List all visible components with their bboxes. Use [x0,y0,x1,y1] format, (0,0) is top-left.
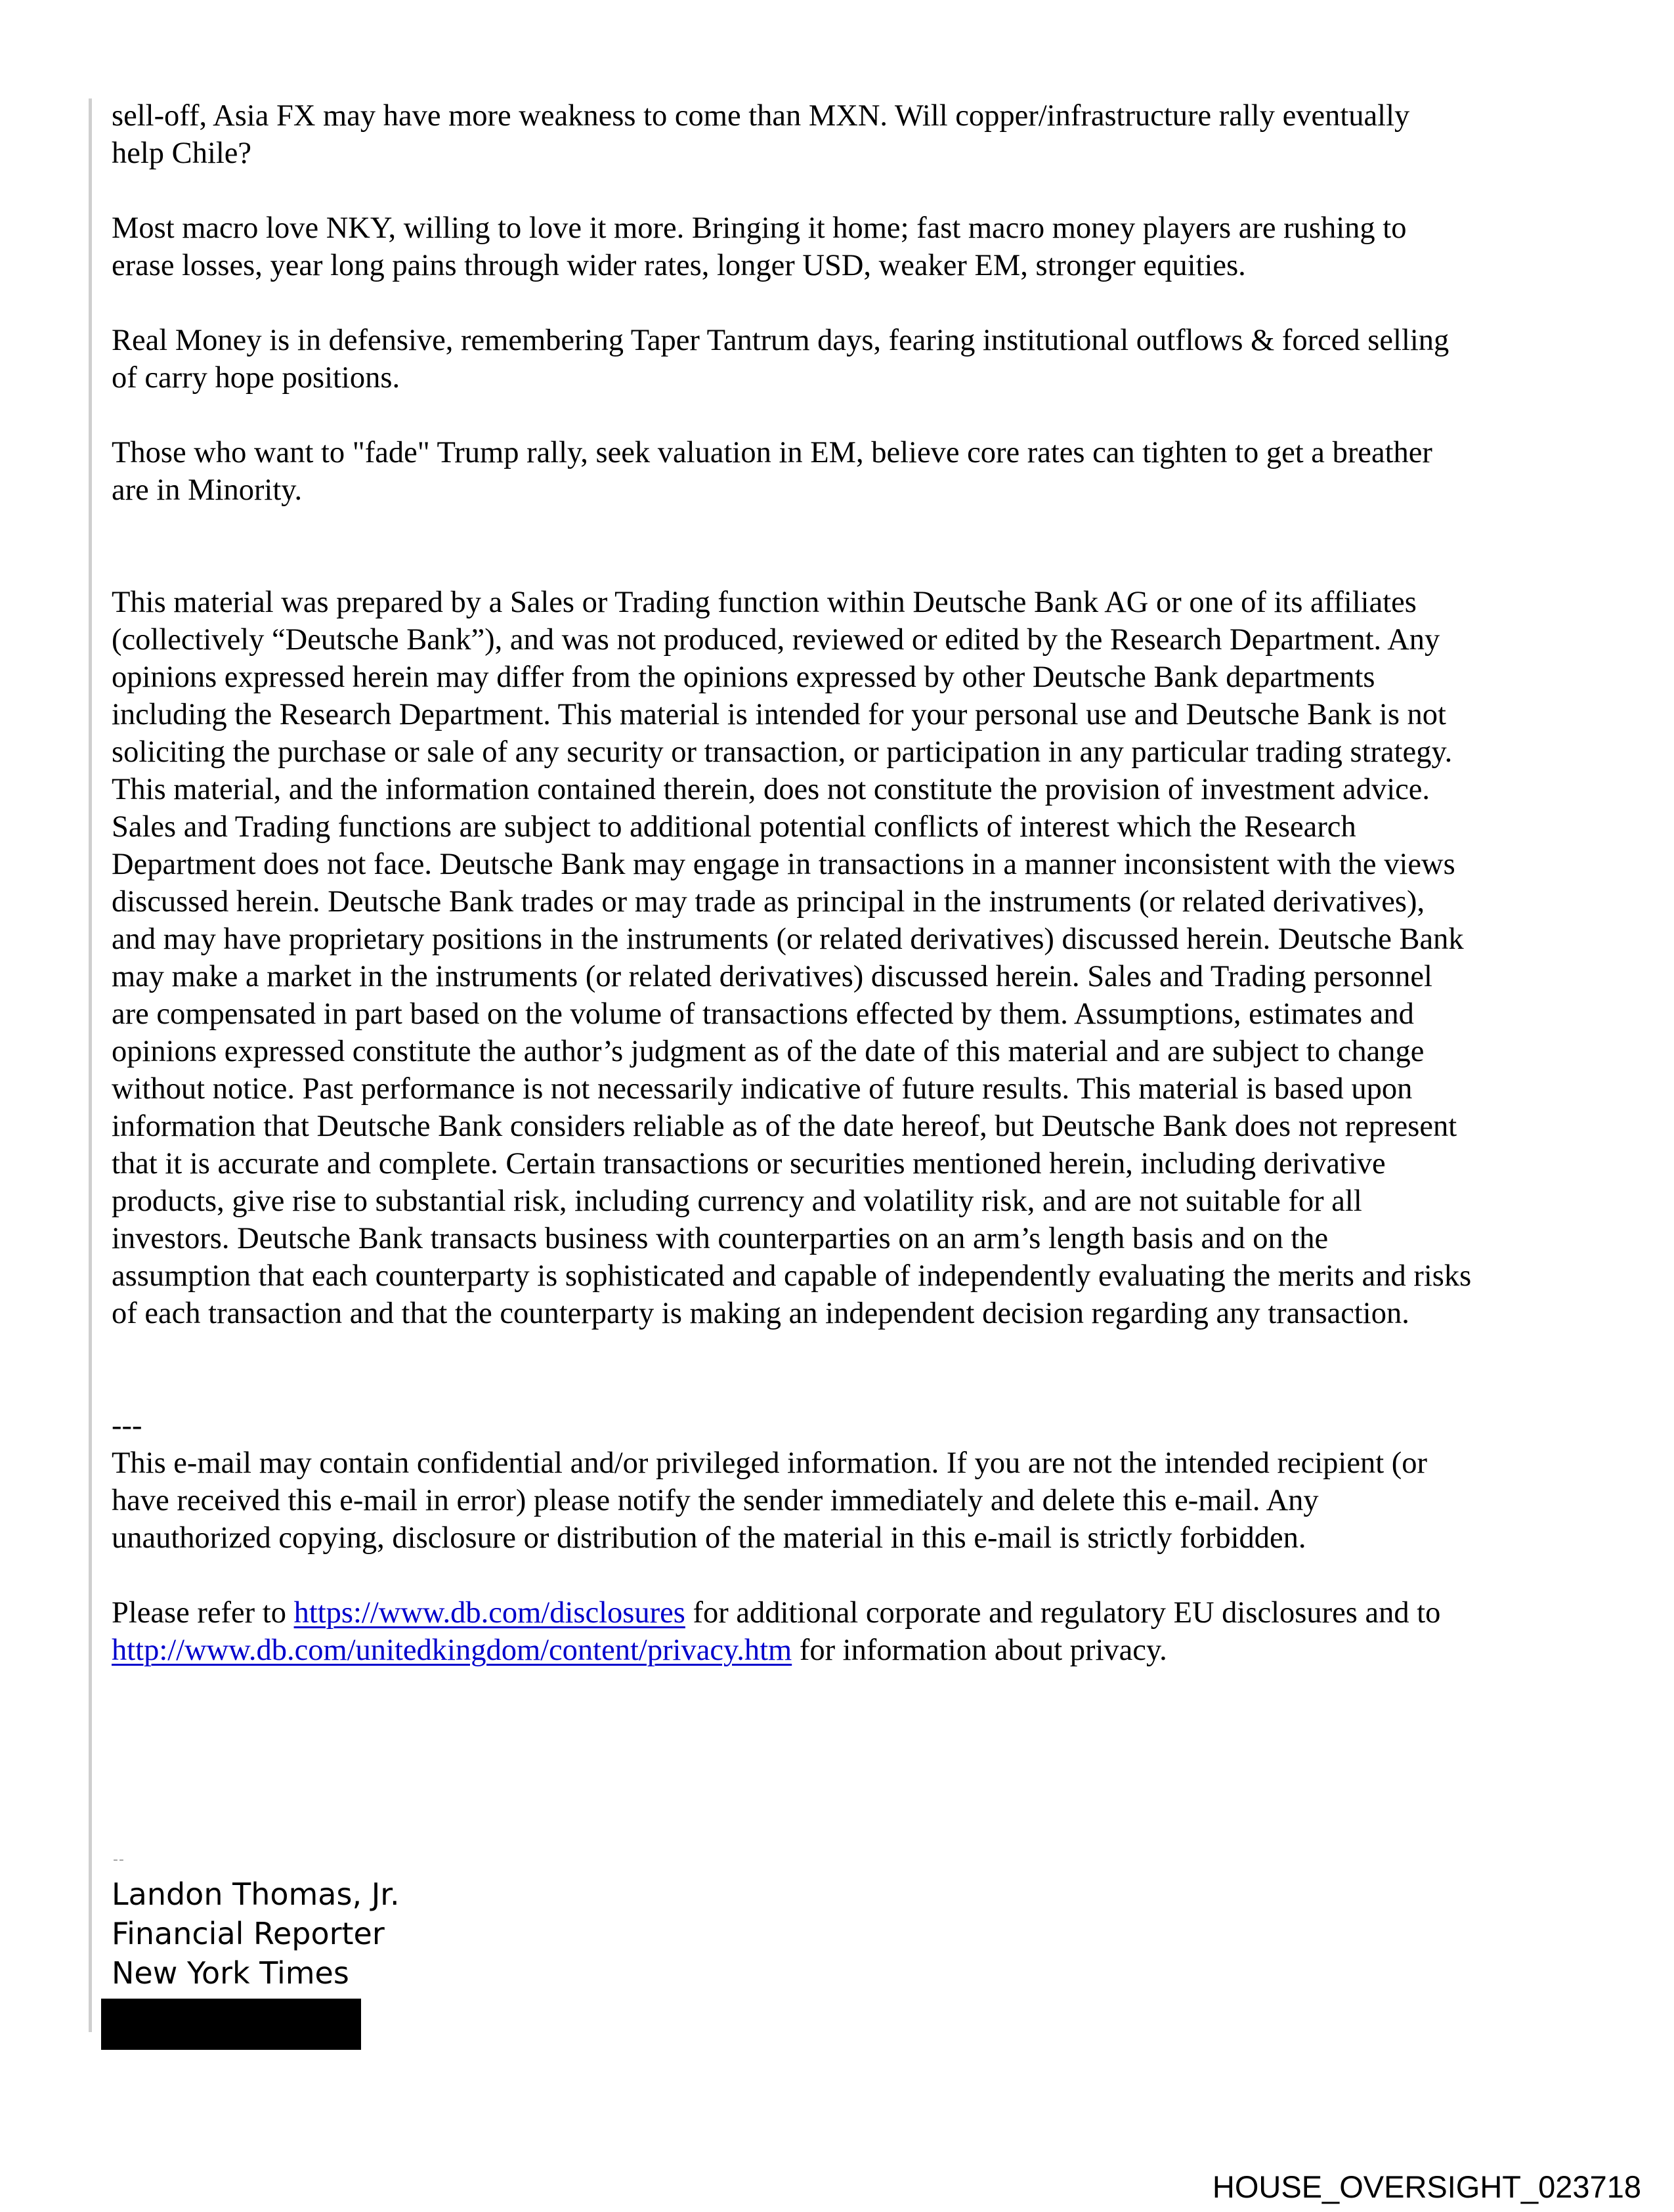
text-line: without notice. Past performance is not necessarily indicative of future results. This material is based upon [112,1072,1413,1106]
disclosures-paragraph [112,1594,1595,1669]
text-line: sell-off, Asia FX may have more weakness to come than MXN. Will copper/infrastructure rally eventually [112,99,1410,133]
separator-dashes: --- [112,1409,142,1442]
text-segment: for additional corporate and regulatory EU disclosures and to [685,1596,1441,1630]
text-line: investors. Deutsche Bank transacts business with counterparties on an arm’s length basis and on the [112,1222,1329,1255]
disclosures-line-1 [112,1594,1595,1632]
text-line: including the Research Department. This material is intended for your personal use and Deutsche Bank is not [112,698,1446,731]
body-paragraph [112,97,1595,172]
text-line: have received this e-mail in error) please notify the sender immediately and delete this e-mail. Any [112,1484,1319,1517]
quoted-text-bar [89,98,92,2032]
text-line: This e-mail may contain confidential and/or privileged information. If you are not the intended recipient (or [112,1446,1427,1480]
text-line: may make a market in the instruments (or related derivatives) discussed herein. Sales and Trading personnel [112,960,1432,993]
disclosures-line-2 [112,1632,1595,1669]
body-paragraph [112,322,1595,397]
text-line: soliciting the purchase or sale of any security or transaction, or participation in any particular trading strategy. [112,735,1453,769]
text-segment: Please refer to [112,1596,294,1630]
text-line: help Chile? [112,137,252,170]
signature-block [112,1875,400,1993]
text-line: of each transaction and that the counterparty is making an independent decision regarding any transaction. [112,1297,1409,1330]
body-paragraph [112,209,1595,284]
redaction-box [101,1999,361,2050]
text-line: are compensated in part based on the volume of transactions effected by them. Assumptions, estimates and [112,997,1414,1031]
text-line: Those who want to "fade" Trump rally, seek valuation in EM, believe core rates can tighten to get a breather [112,436,1432,469]
text-line: are in Minority. [112,473,303,507]
disclosures-link[interactable]: https://www.db.com/disclosures [293,1596,685,1630]
spacer [112,1370,1595,1407]
signature-title: Financial Reporter [112,1916,385,1951]
spacer [112,546,1595,584]
email-content [112,97,1595,1706]
signature-separator: -- [113,1852,125,1868]
text-line: erase losses, year long pains through wider rates, longer USD, weaker EM, stronger equities. [112,249,1246,282]
text-line: and may have proprietary positions in the instruments (or related derivatives) discussed herein. Deutsche Bank [112,922,1464,956]
text-line: Most macro love NKY, willing to love it more. Bringing it home; fast macro money players are rushing to [112,211,1407,245]
signature-name: Landon Thomas, Jr. [112,1876,400,1912]
text-line: (collectively “Deutsche Bank”), and was not produced, reviewed or edited by the Research Department. Any [112,623,1440,657]
text-segment: for information about privacy. [792,1634,1167,1667]
text-line: assumption that each counterparty is sophisticated and capable of independently evaluating the merits and risks [112,1259,1472,1293]
disclaimer-paragraph [112,584,1595,1332]
text-line: discussed herein. Deutsche Bank trades or may trade as principal in the instruments (or related derivatives), [112,885,1425,919]
text-line: This material, and the information contained therein, does not constitute the provision of investment advice. [112,773,1430,806]
text-line: Real Money is in defensive, remembering Taper Tantrum days, fearing institutional outflows & forced selling [112,324,1449,357]
text-line: information that Deutsche Bank considers reliable as of the date hereof, but Deutsche Bank does not represent [112,1110,1457,1143]
signature-organization: New York Times [112,1955,349,1991]
text-line: products, give rise to substantial risk, including currency and volatility risk, and are not suitable for all [112,1184,1362,1218]
text-line: opinions expressed constitute the author’s judgment as of the date of this material and are subject to change [112,1035,1425,1068]
text-line: This material was prepared by a Sales or Trading function within Deutsche Bank AG or one of its affiliates [112,586,1417,619]
body-paragraph [112,434,1595,509]
text-line: that it is accurate and complete. Certain transactions or securities mentioned herein, including derivative [112,1147,1386,1181]
text-line: of carry hope positions. [112,361,400,395]
privacy-link[interactable]: http://www.db.com/unitedkingdom/content/privacy.htm [112,1634,792,1667]
text-line: opinions expressed herein may differ from the opinions expressed by other Deutsche Bank departments [112,661,1375,694]
bates-number: HOUSE_OVERSIGHT_023718 [1212,2169,1641,2204]
text-line: Department does not face. Deutsche Bank may engage in transactions in a manner inconsistent with the views [112,848,1455,881]
confidentiality-paragraph [112,1407,1595,1557]
text-line: unauthorized copying, disclosure or distribution of the material in this e-mail is strictly forbidden. [112,1521,1306,1555]
text-line: Sales and Trading functions are subject to additional potential conflicts of interest which the Research [112,810,1356,844]
